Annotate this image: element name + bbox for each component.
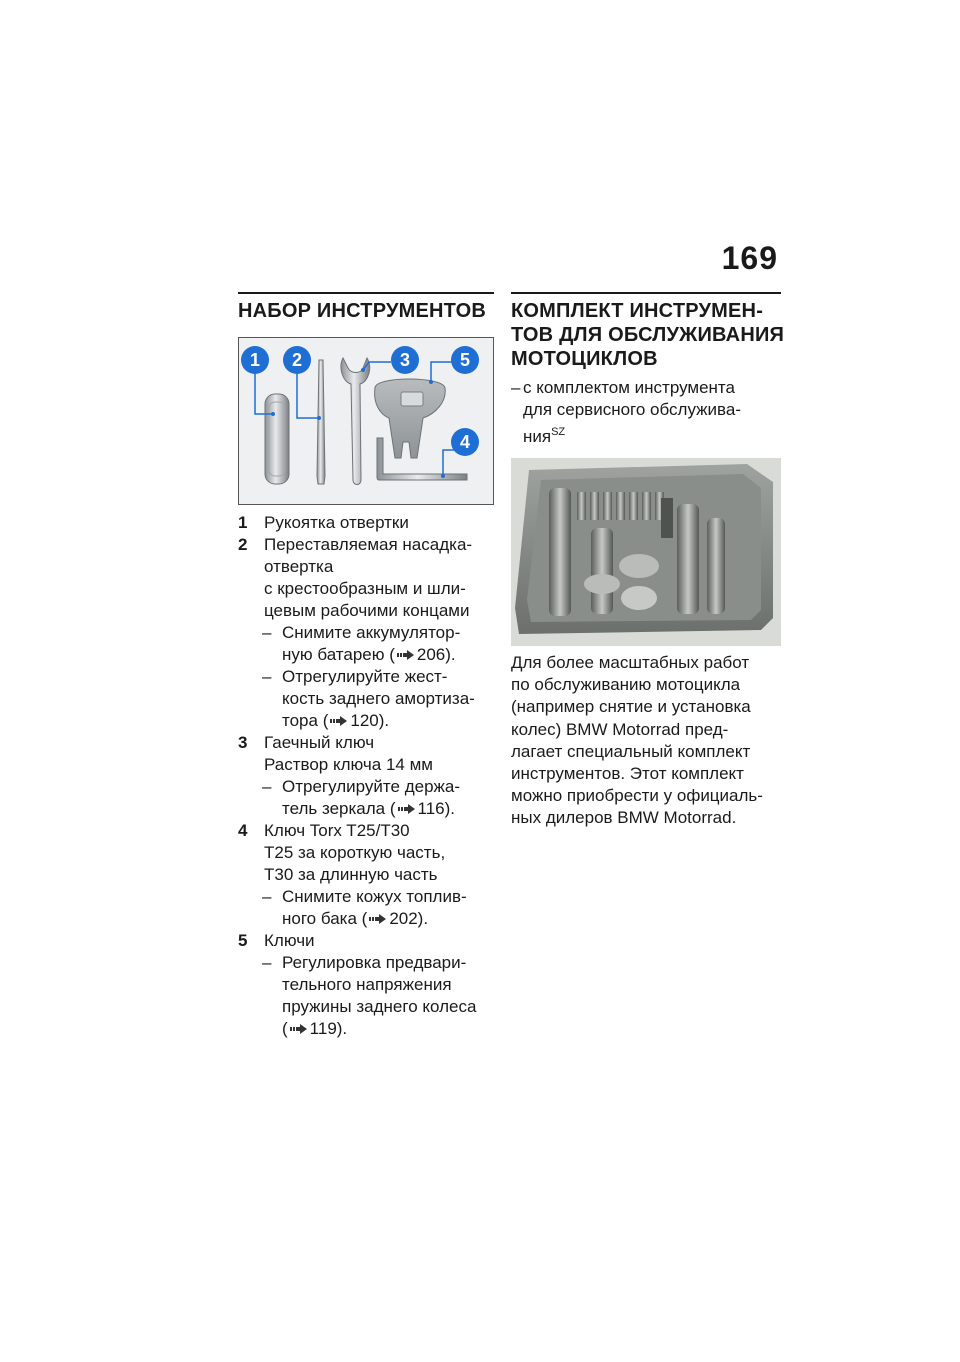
intro-text: с комплектом инструмента [523,378,735,397]
sub-text: Отрегулируйте держа- [282,777,461,796]
service-kit-photo [511,458,781,646]
column-rule [238,292,494,294]
sub-text: ного бака [282,909,357,928]
item-number: 2 [238,535,248,554]
tool-list [238,512,494,1040]
page-ref-link[interactable]: 202). [389,909,429,928]
item-text: Переставляемая насадка- [264,535,473,554]
para-line: ных дилеров BMW Motorrad. [511,808,737,828]
para-line: инструментов. Этот комплект [511,764,744,784]
page-ref-link[interactable]: 119). [309,1019,348,1038]
list-item [238,512,494,534]
sub-instruction: – Регулировка предвари- тельного напряжения пружины заднего колеса ( 119). [262,952,494,1040]
section-title-service-kit [511,299,785,371]
list-item [238,534,494,732]
item-text: T25 за короткую часть, [264,843,446,862]
list-item [238,820,494,930]
toolkit-illustration [239,338,494,505]
option-code: SZ [551,426,566,438]
sub-text: ную батарею [282,645,385,664]
intro-text: для сервисного обслужива- [523,400,741,419]
sub-text: Снимите кожух топлив- [282,887,467,906]
service-kit-illustration [511,458,781,646]
service-kit-description [511,652,781,830]
sub-instruction: – Отрегулируйте жест- кость заднего амортиза- тора ( 120). [262,666,494,732]
para-line: по обслуживанию мотоцикла [511,675,741,695]
sub-text: пружины заднего колеса [282,997,477,1016]
page-ref-link[interactable]: 206). [416,645,456,664]
item-text: Раствор ключа 14 мм [264,755,433,774]
page-ref-arrow-icon [290,1023,308,1035]
para-line: лагает специальный комплект [511,741,751,761]
screwdriver-bit-shape [317,360,325,484]
page-number: 169 [721,240,778,276]
item-text: цевым рабочими концами [264,601,470,620]
callout-label-4: 4 [459,432,471,452]
sub-text: Отрегулируйте жест- [282,667,448,686]
sub-instruction: – Отрегулируйте держа- тель зеркала ( 116). [262,776,494,820]
list-item [238,930,494,1040]
item-number: 3 [238,733,248,752]
item-text: Ключи [264,931,315,950]
item-number: 4 [238,821,248,840]
page-ref-arrow-icon [397,649,415,661]
page-ref-arrow-icon [398,803,416,815]
intro-text: ния [523,427,552,446]
callout-label-2: 2 [291,350,303,370]
item-number: 5 [238,931,248,950]
callout-label-1: 1 [249,350,261,370]
item-text: Ключ Torx T25/T30 [264,821,410,840]
title-line: МОТОЦИКЛОВ [511,348,658,370]
sub-text: кость заднего амортиза- [282,689,475,708]
item-text: отвертка [264,557,334,576]
sub-text: тора [282,711,318,730]
page-ref-link[interactable]: 120). [350,711,390,730]
para-line: Для более масштабных работ [511,653,750,672]
sub-text: Регулировка предвари- [282,953,467,972]
list-item [238,732,494,820]
para-line: (например снятие и установка [511,697,751,717]
column-rule [511,292,781,294]
item-number: 1 [238,513,248,532]
option-note: – с комплектом инструмента для сервисного обслужива- ния$^{SZ}$ [511,377,781,448]
para-line: можно приобрести у официаль- [511,786,763,806]
callout-label-5: 5 [459,350,471,370]
para-line: колес) BMW Motorrad пред- [511,719,729,739]
item-text: T30 за длинную часть [264,865,438,884]
sub-text: Снимите аккумулятор- [282,623,461,642]
page-ref-arrow-icon [330,715,348,727]
title-line: ТОВ ДЛЯ ОБСЛУЖИВАНИЯ [511,324,785,346]
left-column [238,292,494,1040]
callout-label-3: 3 [399,350,411,370]
toolkit-figure [238,337,494,505]
page-ref-arrow-icon [369,913,387,925]
section-title-toolkit: НАБОР ИНСТРУМЕНТОВ [238,300,486,322]
sub-instruction: – Снимите кожух топлив- ного бака ( 202). [262,886,494,930]
item-text: Гаечный ключ [264,733,375,752]
page-ref-link[interactable]: 116). [417,799,456,818]
sub-text: тельного напряжения [282,975,452,994]
sub-text: тель зеркала [282,799,386,818]
title-line: КОМПЛЕКТ ИНСТРУМЕН- [511,300,764,322]
item-text: с крестообразным и шли- [264,579,466,598]
right-column [511,292,785,830]
item-text: Рукоятка отвертки [264,513,409,532]
sub-instruction: – Снимите аккумулятор- ную батарею ( 206). [262,622,494,666]
